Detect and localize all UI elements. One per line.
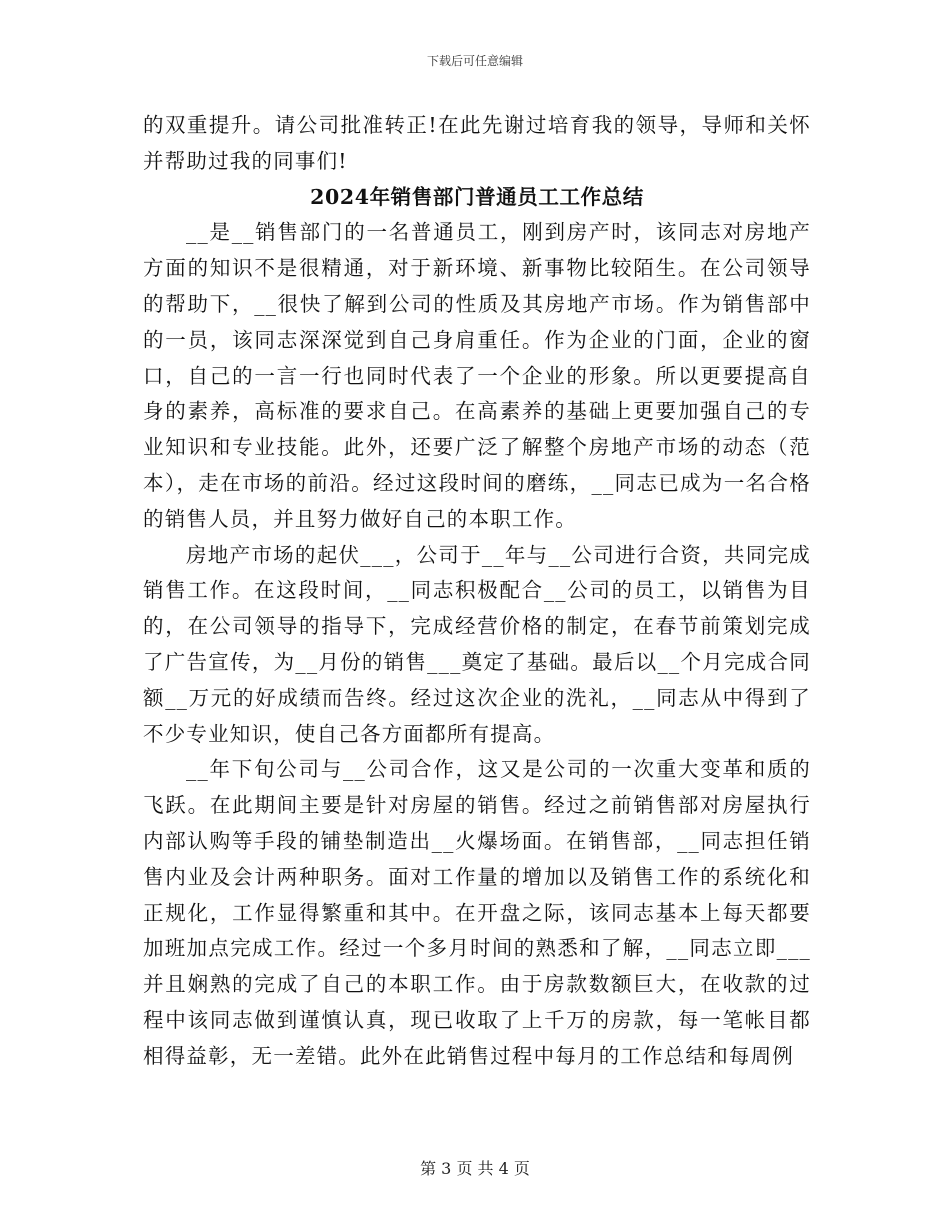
page-header-note: 下载后可任意编辑 bbox=[426, 54, 523, 68]
body-paragraph-3: __年下旬公司与__公司合作，这又是公司的一次重大变革和质的飞跃。在此期间主要是针对房屋的销售。经过之前销售部对房屋执行内部认购等手段的铺垫制造出__火爆场面。在销售部，__同志担任销售内业及会计两种职务。面对工作量的增加以及销售工作的系统化和正规化，工作显得繁重和其中。在开盘之际，该同志基本上每天都要加班加点完成工作。经过一个多月时间的熟悉和了解，__同志立即___并且娴熟的完成了自己的本职工作。由于房款数额巨大，在收款的过程中该同志做到谨慎认真，现已收取了上千万的房款，每一笔帐目都相得益彰，无一差错。此外在此销售过程中每月的工作总结和每周例 bbox=[143, 757, 811, 1068]
body-paragraph-2: 房地产市场的起伏___，公司于__年与__公司进行合资，共同完成销售工作。在这段时间，__同志积极配合__公司的员工，以销售为目的，在公司领导的指导下，完成经营价格的制定，在春节前策划完成了广告宣传，为__月份的销售___奠定了基础。最后以__个月完成合同额__万元的好成绩而告终。经过这次企业的洗礼，__同志从中得到了不少专业知识，使自己各方面都所有提高。 bbox=[143, 542, 811, 746]
document-title: 2024年销售部门普通员工工作总结 bbox=[310, 184, 644, 209]
page-number-footer: 第 3 页 共 4 页 bbox=[420, 1159, 530, 1178]
document-body bbox=[143, 108, 811, 1075]
body-paragraph-1: __是__销售部门的一名普通员工，刚到房产时，该同志对房地产方面的知识不是很精通，对于新环境、新事物比较陌生。在公司领导的帮助下，__很快了解到公司的性质及其房地产市场。作为销售部中的一员，该同志深深觉到自己身肩重任。作为企业的门面，企业的窗口，自己的一言一行也同时代表了一个企业的形象。所以更要提高自身的素养，高标准的要求自己。在高素养的基础上更要加强自己的专业知识和专业技能。此外，还要广泛了解整个房地产市场的动态（范本），走在市场的前沿。经过这段时间的磨练，__同志已成为一名合格的销售人员，并且努力做好自己的本职工作。 bbox=[143, 220, 811, 531]
intro-paragraph: 的双重提升。请公司批准转正!在此先谢过培育我的领导，导师和关怀并帮助过我的同事们! bbox=[143, 113, 811, 173]
